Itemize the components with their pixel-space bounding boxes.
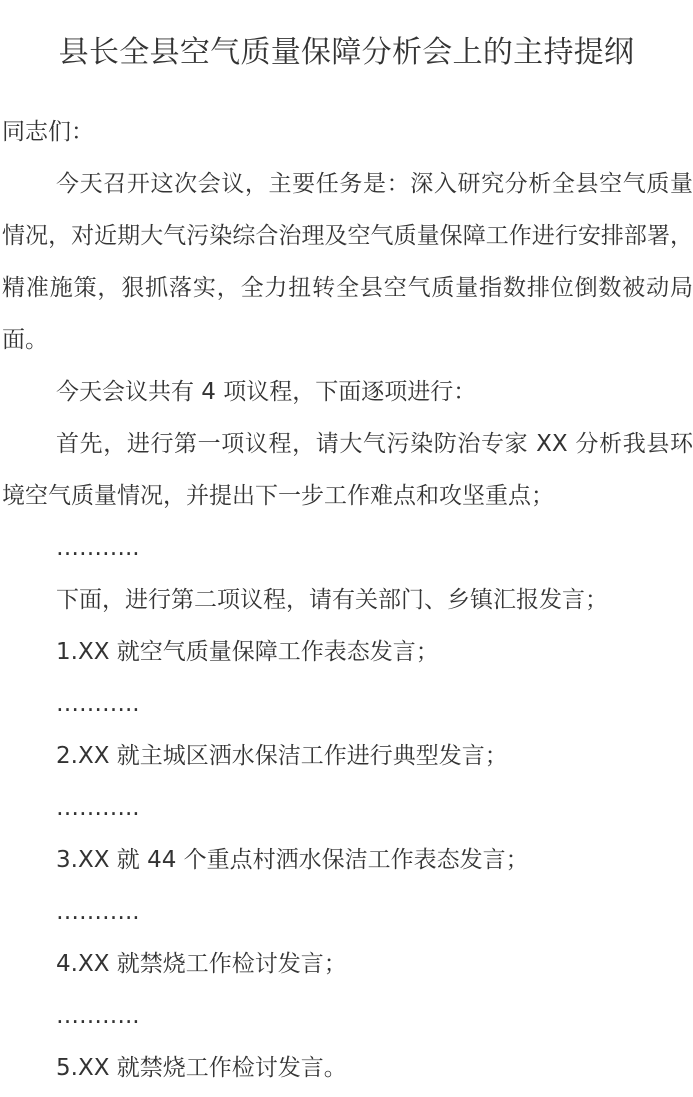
document-body [2,106,693,1094]
ellipsis-line: ……….. [56,535,140,561]
list-item-3: 3.XX 就 44 个重点村洒水保洁工作表态发言； [56,847,529,873]
salutation: 同志们： [2,119,94,145]
paragraph-agenda-item-2: 下面，进行第二项议程，请有关部门、乡镇汇报发言； [56,587,608,613]
list-item-2: 2.XX 就主城区洒水保洁工作进行典型发言； [56,743,508,769]
document-title: 县长全县空气质量保障分析会上的主持提纲 [58,35,635,70]
ellipsis-line: ……….. [56,795,140,821]
list-item-4: 4.XX 就禁烧工作检讨发言； [56,951,347,977]
ellipsis-line: ……….. [56,691,140,717]
paragraph-agenda-item-1: 首先，进行第一项议程，请大气污染防治专家 XX 分析我县环境空气质量情况，并提出下一步工作难点和攻坚重点； [2,431,693,509]
paragraph-agenda-intro: 今天会议共有 4 项议程，下面逐项进行： [56,379,477,405]
ellipsis-line: ……….. [56,1003,140,1029]
ellipsis-line: ……….. [56,899,140,925]
paragraph-purpose: 今天召开这次会议，主要任务是：深入研究分析全县空气质量情况，对近期大气污染综合治理及空气质量保障工作进行安排部署，精准施策，狠抓落实，全力扭转全县空气质量指数排位倒数被动局面。 [2,171,693,353]
list-item-1: 1.XX 就空气质量保障工作表态发言； [56,639,439,665]
list-item-5: 5.XX 就禁烧工作检讨发言。 [56,1055,347,1081]
